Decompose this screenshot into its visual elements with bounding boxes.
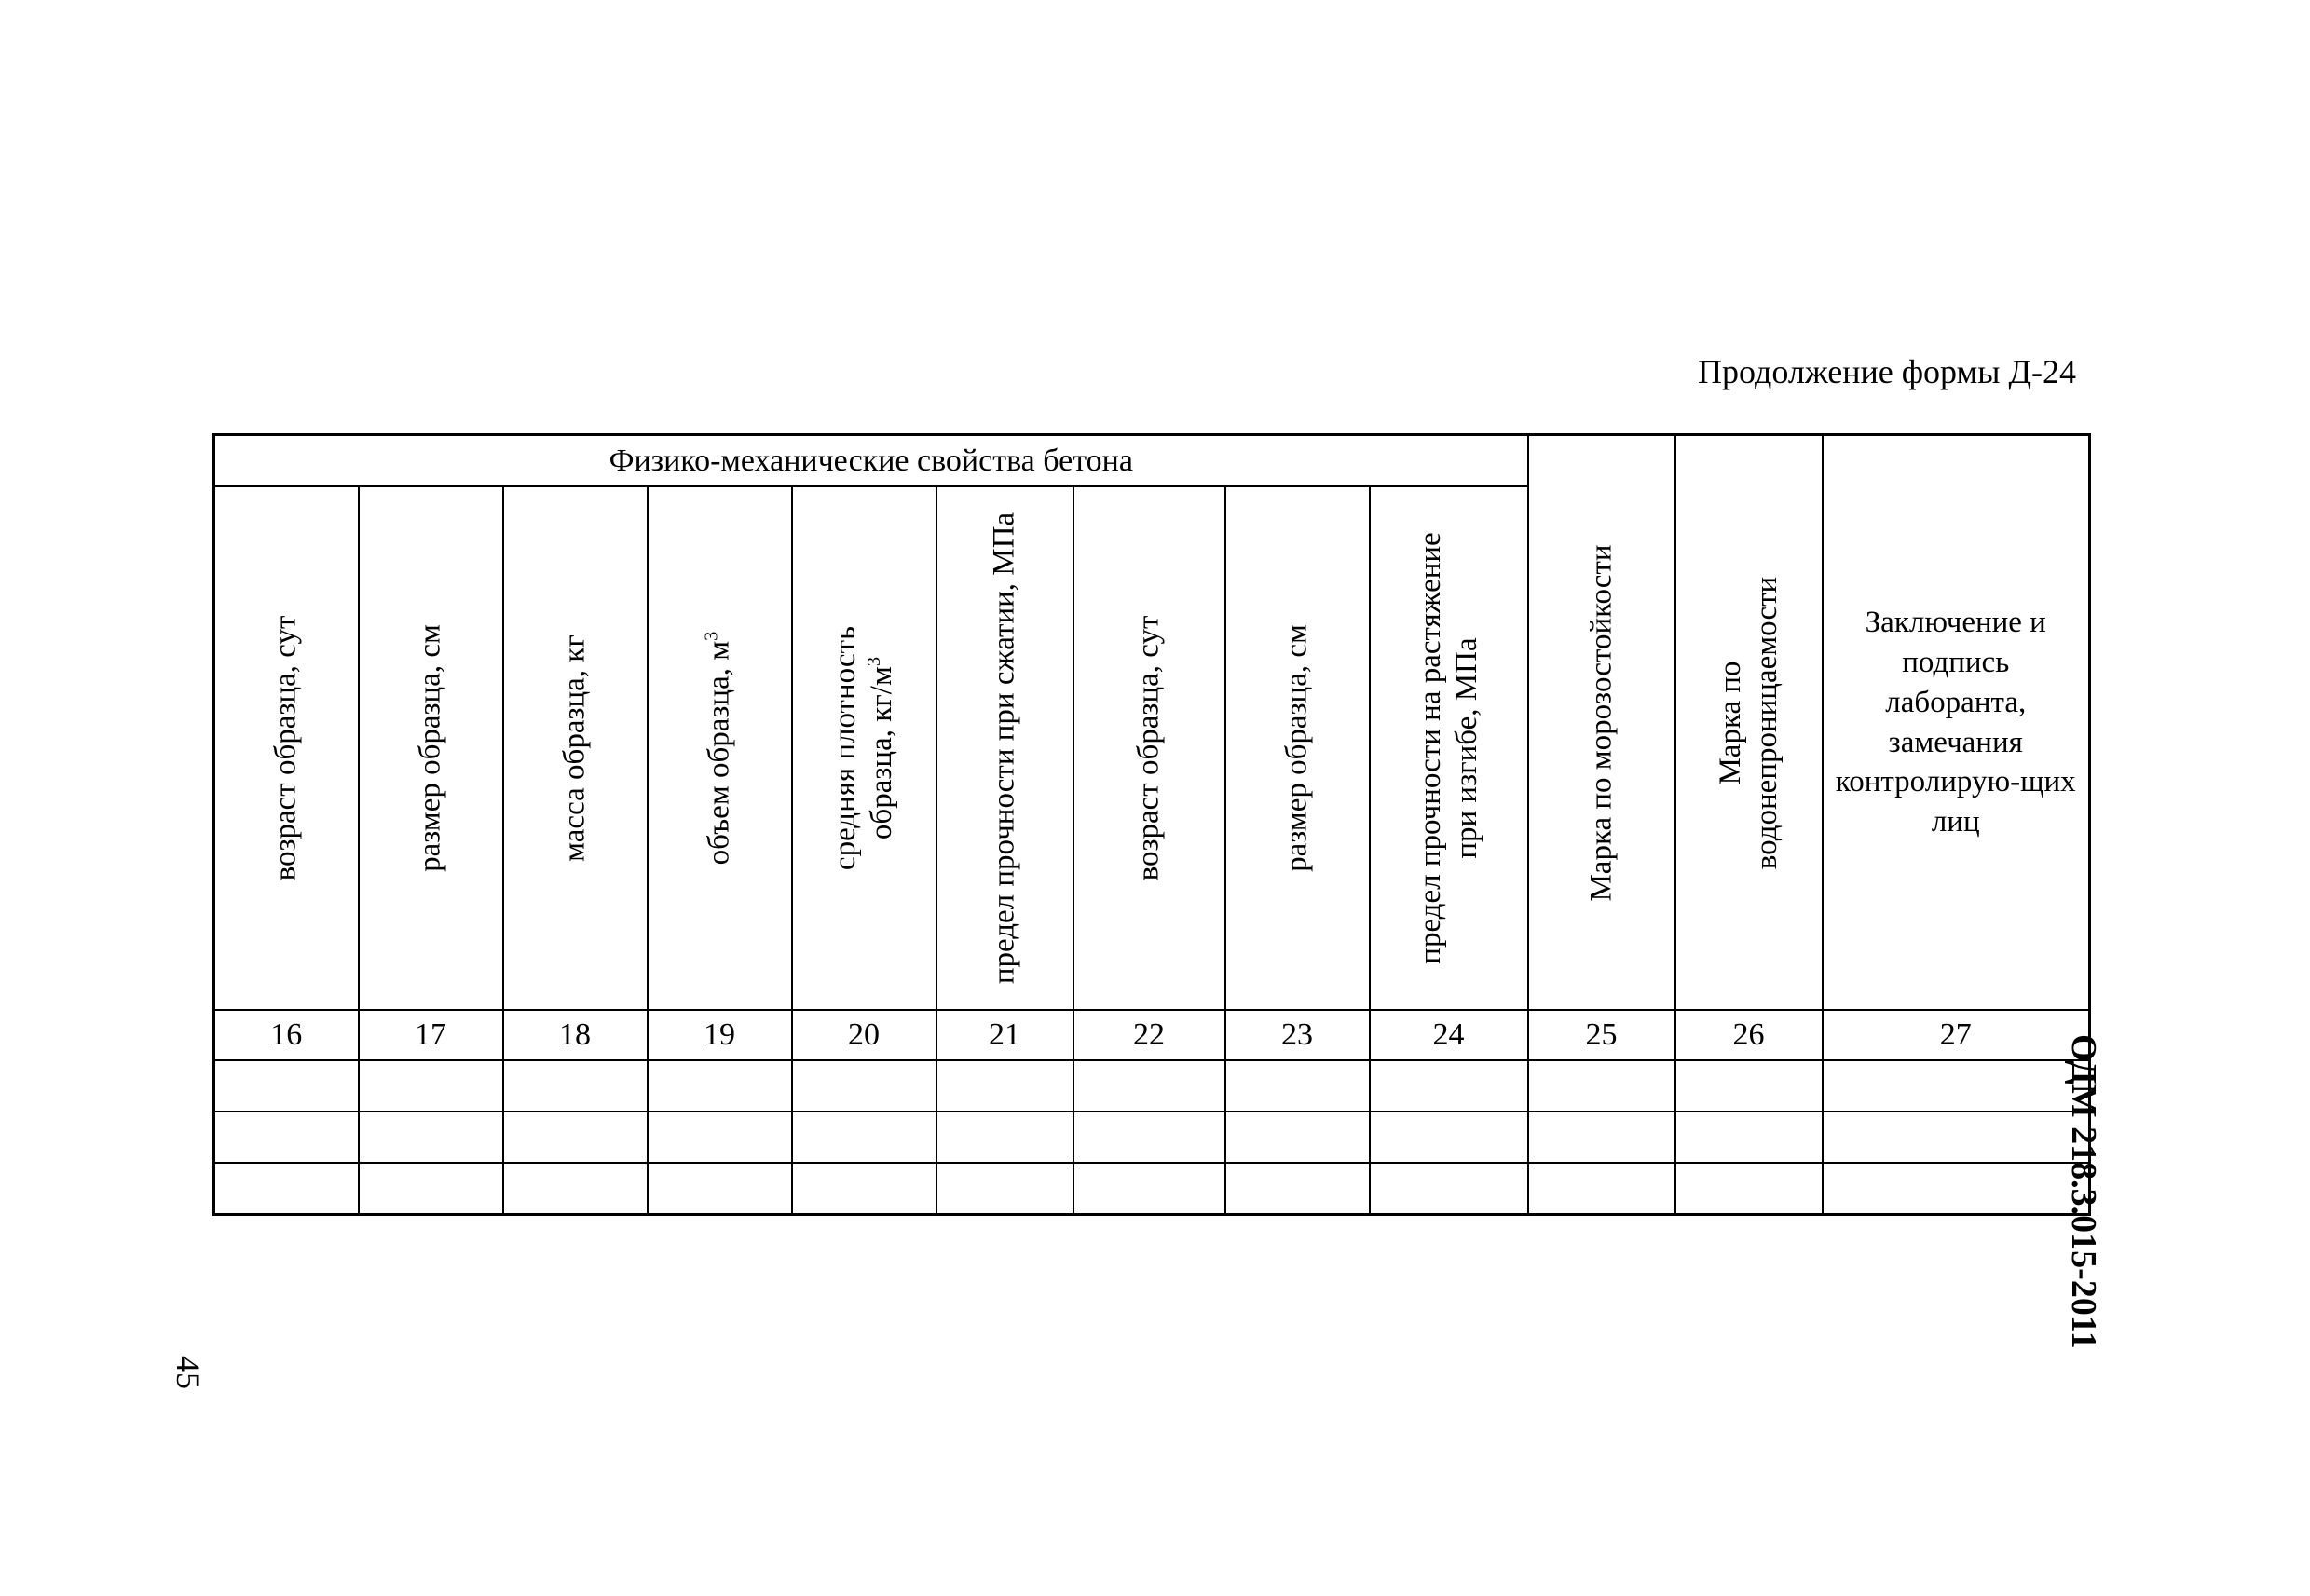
table-cell[interactable]	[1073, 1060, 1225, 1112]
table-row	[214, 1163, 2090, 1215]
column-header-26	[1675, 435, 1823, 1011]
column-label: Марка по водонепроницаемости	[1713, 576, 1784, 869]
table-cell[interactable]	[1823, 1112, 2090, 1163]
table-row	[214, 1112, 2090, 1163]
table-cell[interactable]	[1675, 1163, 1823, 1215]
concrete-properties-table	[212, 433, 2091, 1216]
column-header-21	[936, 486, 1073, 1010]
table-cell[interactable]	[1225, 1060, 1370, 1112]
column-number: 26	[1675, 1010, 1823, 1060]
column-label: Марка по морозостойкости	[1584, 543, 1619, 902]
column-label: объем образца, $м^3$	[701, 631, 736, 866]
table-cell[interactable]	[1823, 1163, 2090, 1215]
table-cell[interactable]	[1073, 1112, 1225, 1163]
column-number: 22	[1073, 1010, 1225, 1060]
column-number: 24	[1370, 1010, 1528, 1060]
table-cell[interactable]	[1823, 1060, 2090, 1112]
column-label: масса образца, кг	[557, 634, 592, 862]
column-label: размер образца, см	[1279, 624, 1314, 872]
column-label: предел прочности при сжатии, МПа	[987, 512, 1021, 985]
column-label: размер образца, см	[413, 624, 447, 872]
table-cell[interactable]	[648, 1163, 792, 1215]
table-cell[interactable]	[214, 1112, 359, 1163]
table-cell[interactable]	[1370, 1112, 1528, 1163]
column-number-row	[214, 1010, 2090, 1060]
table-cell[interactable]	[1528, 1060, 1675, 1112]
column-header-22	[1073, 486, 1225, 1010]
column-header-19	[648, 486, 792, 1010]
column-number: 19	[648, 1010, 792, 1060]
table-cell[interactable]	[359, 1112, 503, 1163]
column-header-18	[503, 486, 648, 1010]
table-cell[interactable]	[1675, 1060, 1823, 1112]
column-number: 27	[1823, 1010, 2090, 1060]
column-number: 17	[359, 1010, 503, 1060]
table-cell[interactable]	[1528, 1112, 1675, 1163]
group-header: Физико-механические свойства бетона	[214, 435, 1528, 487]
table-cell[interactable]	[1528, 1163, 1675, 1215]
table-cell[interactable]	[936, 1060, 1073, 1112]
column-number: 21	[936, 1010, 1073, 1060]
table-cell[interactable]	[1073, 1163, 1225, 1215]
table-cell[interactable]	[792, 1163, 936, 1215]
column-header-25	[1528, 435, 1675, 1011]
column-number: 23	[1225, 1010, 1370, 1060]
column-label: возраст образца, сут	[268, 615, 303, 881]
table-cell[interactable]	[359, 1163, 503, 1215]
table-cell[interactable]	[1225, 1163, 1370, 1215]
table-cell[interactable]	[1370, 1163, 1528, 1215]
table-cell[interactable]	[1370, 1060, 1528, 1112]
column-label: Заключение и подпись лаборанта, замечания контролирую-щих лиц	[1835, 605, 2076, 839]
column-number: 20	[792, 1010, 936, 1060]
table-cell[interactable]	[214, 1163, 359, 1215]
column-header-24	[1370, 486, 1528, 1010]
table-cell[interactable]	[792, 1112, 936, 1163]
table-cell[interactable]	[214, 1060, 359, 1112]
table-row	[214, 1060, 2090, 1112]
form-continuation-caption: Продолжение формы Д-24	[1698, 353, 2076, 390]
table-cell[interactable]	[1225, 1112, 1370, 1163]
column-label: возраст образца, сут	[1131, 615, 1166, 881]
page-number: 45	[170, 1356, 207, 1389]
column-header-23	[1225, 486, 1370, 1010]
column-label: средняя плотность образца, $кг/м^3$	[828, 625, 898, 871]
column-header-27	[1823, 435, 2090, 1011]
column-number: 16	[214, 1010, 359, 1060]
table-cell[interactable]	[503, 1112, 648, 1163]
column-header-20	[792, 486, 936, 1010]
table-cell[interactable]	[936, 1163, 1073, 1215]
table-cell[interactable]	[936, 1112, 1073, 1163]
column-number: 18	[503, 1010, 648, 1060]
table-cell[interactable]	[792, 1060, 936, 1112]
table-cell[interactable]	[648, 1060, 792, 1112]
table-cell[interactable]	[503, 1060, 648, 1112]
column-header-17	[359, 486, 503, 1010]
table-cell[interactable]	[648, 1112, 792, 1163]
column-number: 25	[1528, 1010, 1675, 1060]
table-cell[interactable]	[1675, 1112, 1823, 1163]
column-label: предел прочности на растяжение при изгибе, МПа	[1413, 532, 1483, 964]
table-cell[interactable]	[503, 1163, 648, 1215]
column-header-16	[214, 486, 359, 1010]
table-cell[interactable]	[359, 1060, 503, 1112]
